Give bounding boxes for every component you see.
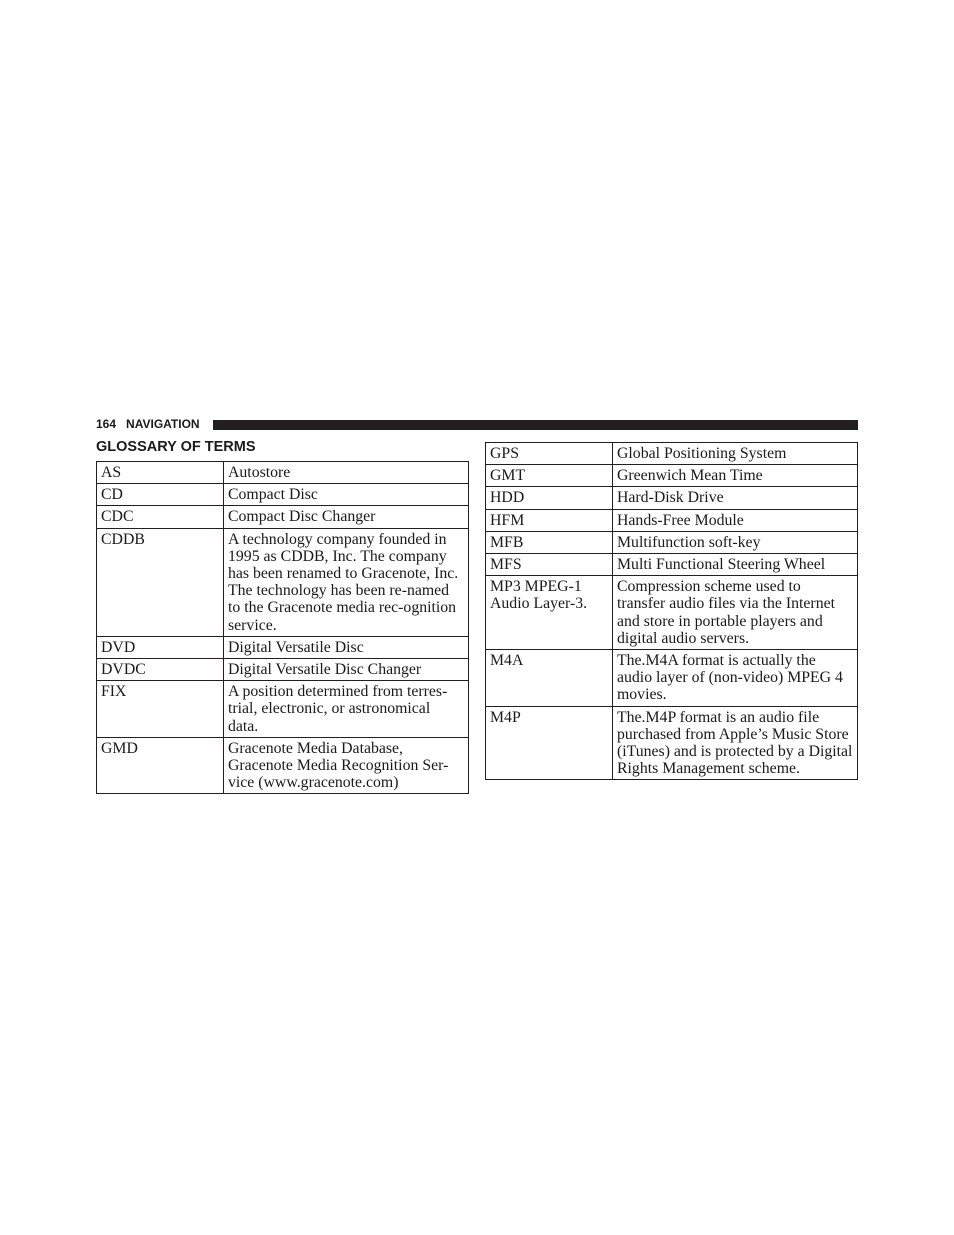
- definition-cell: A technology company founded in 1995 as CDDB, Inc. The company has been renamed to Gracenote, Inc. The technology has been re-named to the Gracenote media rec-ognition service.: [224, 528, 469, 636]
- term-cell: DVD: [97, 636, 224, 658]
- table-row: [97, 681, 469, 738]
- term-cell: M4P: [486, 706, 613, 780]
- table-row: [97, 528, 469, 636]
- term-cell: HDD: [486, 487, 613, 509]
- table-row: [486, 650, 858, 707]
- table-row: [486, 443, 858, 465]
- term-cell: AS: [97, 462, 224, 484]
- definition-cell: Compression scheme used to transfer audio files via the Internet and store in portable players and digital audio servers.: [613, 576, 858, 650]
- term-cell: CDDB: [97, 528, 224, 636]
- definition-cell: Compact Disc: [224, 484, 469, 506]
- table-row: [486, 487, 858, 509]
- table-row: [97, 737, 469, 794]
- definition-cell: The.M4P format is an audio file purchased from Apple’s Music Store (iTunes) and is protected by a Digital Rights Management scheme.: [613, 706, 858, 780]
- definition-cell: The.M4A format is actually the audio layer of (non-video) MPEG 4 movies.: [613, 650, 858, 707]
- definition-cell: Hands-Free Module: [613, 509, 858, 531]
- definition-cell: Multi Functional Steering Wheel: [613, 554, 858, 576]
- definition-cell: Multifunction soft-key: [613, 531, 858, 553]
- term-cell: CDC: [97, 506, 224, 528]
- definition-cell: Digital Versatile Disc: [224, 636, 469, 658]
- term-cell: DVDC: [97, 659, 224, 681]
- definition-cell: Hard-Disk Drive: [613, 487, 858, 509]
- table-row: [97, 462, 469, 484]
- definition-cell: Autostore: [224, 462, 469, 484]
- definition-cell: Gracenote Media Database, Gracenote Media Recognition Ser-vice (www.gracenote.com): [224, 737, 469, 794]
- term-cell: FIX: [97, 681, 224, 738]
- table-row: [97, 636, 469, 658]
- header-rule: [213, 420, 858, 430]
- term-cell: MFS: [486, 554, 613, 576]
- page-number-section: [96, 417, 200, 431]
- table-row: [486, 706, 858, 780]
- term-cell: HFM: [486, 509, 613, 531]
- definition-cell: A position determined from terres-trial, electronic, or astronomical data.: [224, 681, 469, 738]
- term-cell: GMT: [486, 465, 613, 487]
- glossary-table-right: [485, 442, 858, 780]
- definition-cell: Greenwich Mean Time: [613, 465, 858, 487]
- table-row: [486, 531, 858, 553]
- term-cell: GPS: [486, 443, 613, 465]
- glossary-table-left: [96, 461, 469, 794]
- table-row: [486, 509, 858, 531]
- term-cell: CD: [97, 484, 224, 506]
- term-cell: MP3 MPEG-1 Audio Layer-3.: [486, 576, 613, 650]
- term-cell: GMD: [97, 737, 224, 794]
- definition-cell: Compact Disc Changer: [224, 506, 469, 528]
- page-number: 164: [96, 417, 117, 431]
- table-row: [486, 576, 858, 650]
- definition-cell: Global Positioning System: [613, 443, 858, 465]
- table-row: [97, 506, 469, 528]
- table-row: [97, 659, 469, 681]
- table-row: [97, 484, 469, 506]
- definition-cell: Digital Versatile Disc Changer: [224, 659, 469, 681]
- section-name: NAVIGATION: [126, 417, 200, 431]
- table-row: [486, 554, 858, 576]
- term-cell: MFB: [486, 531, 613, 553]
- term-cell: M4A: [486, 650, 613, 707]
- page-header: [96, 417, 858, 431]
- table-row: [486, 465, 858, 487]
- page-title: GLOSSARY OF TERMS: [96, 439, 256, 455]
